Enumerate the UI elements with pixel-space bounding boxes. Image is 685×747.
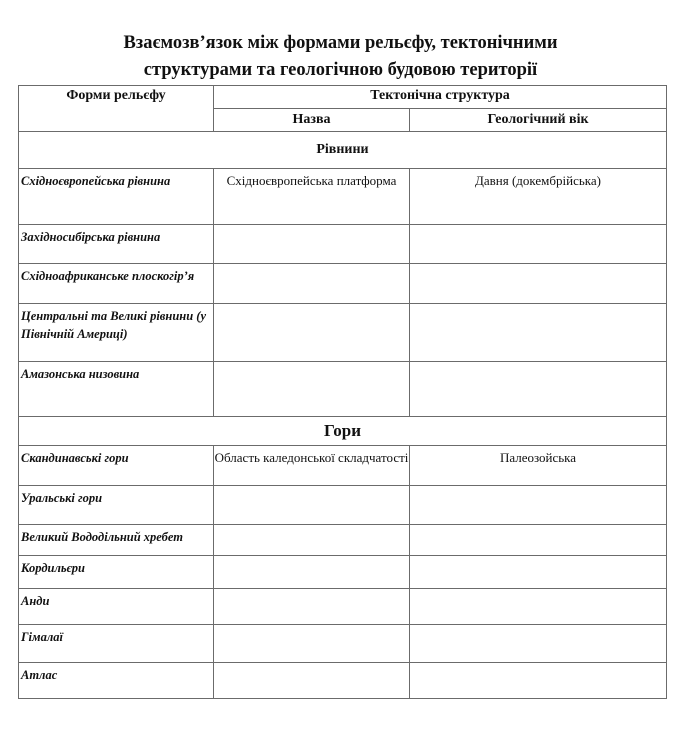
tectonic-name-cell[interactable]: Східноєвропейська платформа (214, 169, 410, 225)
relief-form-cell: Уральські гори (19, 486, 214, 525)
table-row (19, 169, 667, 225)
tectonic-name-cell[interactable] (214, 525, 410, 556)
tectonic-name-cell[interactable] (214, 556, 410, 589)
tectonic-name-cell[interactable]: Область каледонської складчатості (214, 446, 410, 486)
table-row (19, 362, 667, 417)
relief-form-cell: Амазонська низовина (19, 362, 214, 417)
geologic-age-cell[interactable] (410, 486, 667, 525)
relief-form-cell: Кордильєри (19, 556, 214, 589)
relief-form-cell: Центральні та Великі рівнини (у Північній Америці) (19, 304, 214, 362)
table-row (19, 625, 667, 663)
relief-tectonics-table (18, 85, 667, 699)
header-relief-forms: Форми рельєфу (19, 86, 214, 132)
geologic-age-cell[interactable] (410, 304, 667, 362)
tectonic-name-cell[interactable] (214, 663, 410, 699)
tectonic-name-cell[interactable] (214, 486, 410, 525)
table-row (19, 446, 667, 486)
header-tectonic-structure: Тектонічна структура (214, 86, 667, 109)
relief-form-cell: Скандинавські гори (19, 446, 214, 486)
relief-form-cell: Атлас (19, 663, 214, 699)
geologic-age-cell[interactable]: Давня (докембрійська) (410, 169, 667, 225)
table-row (19, 525, 667, 556)
relief-form-cell: Анди (19, 589, 214, 625)
relief-form-cell: Східноафриканське плоскогір’я (19, 264, 214, 304)
table-row (19, 304, 667, 362)
geologic-age-cell[interactable] (410, 663, 667, 699)
tectonic-name-cell[interactable] (214, 304, 410, 362)
geologic-age-cell[interactable] (410, 362, 667, 417)
relief-form-cell: Східноєвропейська рівнина (19, 169, 214, 225)
geologic-age-cell[interactable] (410, 525, 667, 556)
geologic-age-cell[interactable] (410, 225, 667, 264)
tectonic-name-cell[interactable] (214, 264, 410, 304)
geologic-age-cell[interactable] (410, 556, 667, 589)
title-line-2: структурами та геологічною будовою території (143, 60, 538, 80)
table-row (19, 589, 667, 625)
table-row (19, 556, 667, 589)
document-title (0, 30, 685, 84)
relief-form-cell: Великий Вододільний хребет (19, 525, 214, 556)
section-heading-mountains: Гори (19, 417, 667, 446)
table-row (19, 264, 667, 304)
relief-form-cell: Гімалаї (19, 625, 214, 663)
section-heading-plains: Рівнини (19, 132, 667, 169)
geologic-age-cell[interactable] (410, 625, 667, 663)
header-geologic-age: Геологічний вік (410, 109, 667, 132)
tectonic-name-cell[interactable] (214, 589, 410, 625)
tectonic-name-cell[interactable] (214, 362, 410, 417)
table-row (19, 663, 667, 699)
tectonic-name-cell[interactable] (214, 625, 410, 663)
header-name: Назва (214, 109, 410, 132)
geologic-age-cell[interactable] (410, 264, 667, 304)
geologic-age-cell[interactable] (410, 589, 667, 625)
relief-form-cell: Західносибірська рівнина (19, 225, 214, 264)
geologic-age-cell[interactable]: Палеозойська (410, 446, 667, 486)
table-row (19, 225, 667, 264)
title-line-1: Взаємозв’язок між формами рельєфу, тектонічними (123, 33, 558, 53)
table-row (19, 486, 667, 525)
tectonic-name-cell[interactable] (214, 225, 410, 264)
